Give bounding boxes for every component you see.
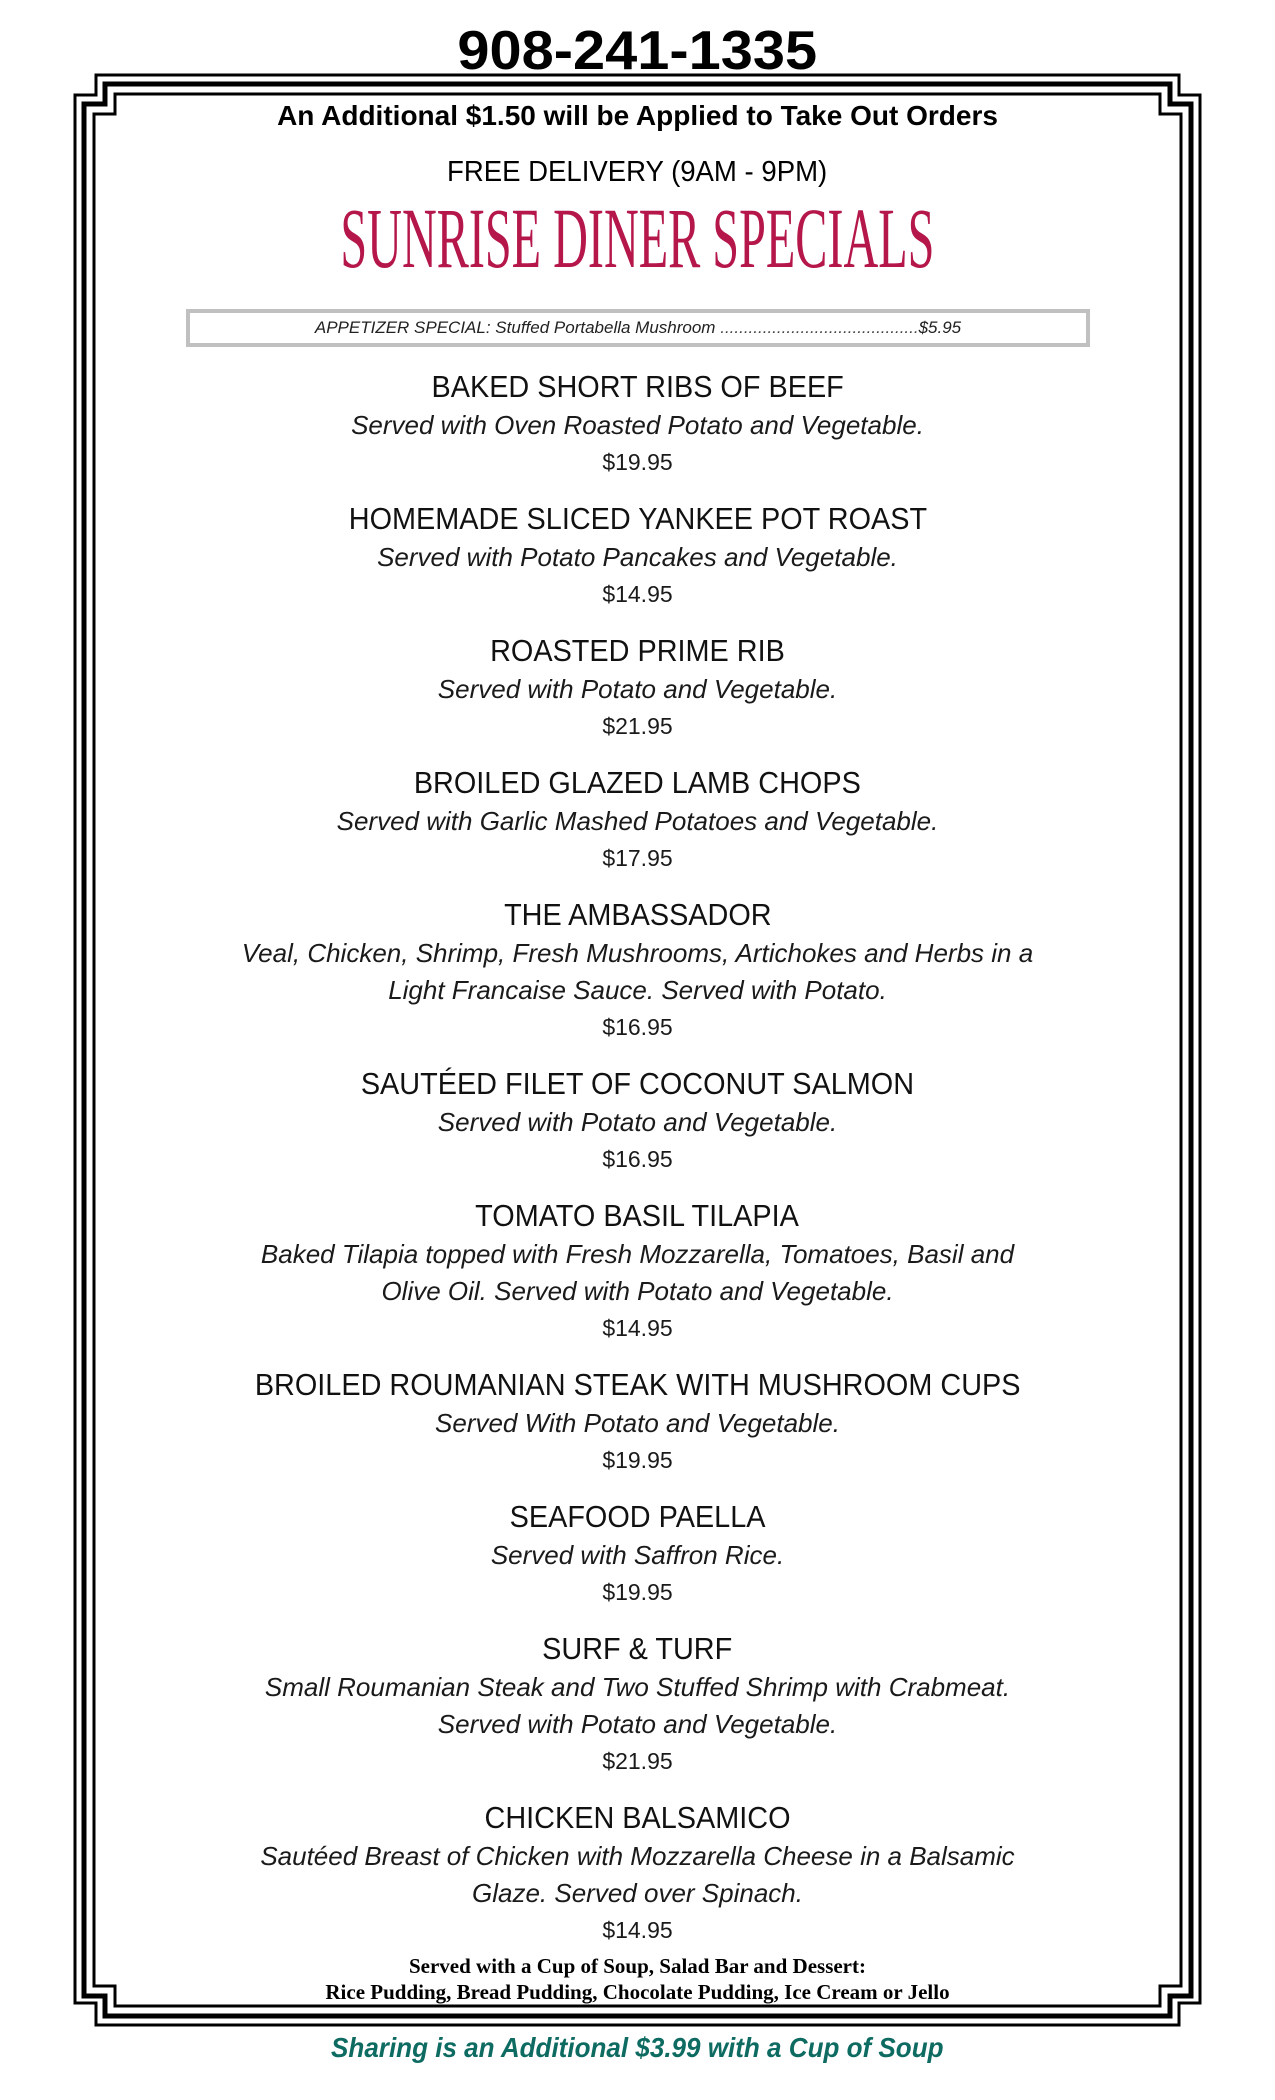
menu-item-description: Glaze. Served over Spinach. bbox=[472, 1878, 803, 1908]
menu-item bbox=[0, 367, 1275, 480]
menu-item bbox=[0, 1798, 1275, 1948]
appetizer-price: $5.95 bbox=[918, 318, 962, 337]
menu-item-name-text: BROILED GLAZED LAMB CHOPS bbox=[414, 765, 861, 800]
menu-item-price: $14.95 bbox=[602, 1917, 673, 1943]
menu-item-name bbox=[0, 895, 1275, 935]
menu-item-description: Small Roumanian Steak and Two Stuffed Shrimp with Crabmeat. bbox=[264, 1672, 1011, 1702]
menu-item-description: Served with Saffron Rice. bbox=[490, 1540, 785, 1570]
menu-item-description: Olive Oil. Served with Potato and Vegetable. bbox=[381, 1276, 894, 1306]
menu-item-name bbox=[0, 367, 1275, 407]
menu-item bbox=[0, 1365, 1275, 1478]
menu-item-price: $19.95 bbox=[602, 449, 673, 475]
phone-number bbox=[0, 20, 1275, 80]
menu-item bbox=[0, 499, 1275, 612]
menu-item-name bbox=[0, 763, 1275, 803]
menu-item-name-text: BAKED SHORT RIBS OF BEEF bbox=[431, 369, 844, 404]
menu-item-description: Light Francaise Sauce. Served with Potato. bbox=[388, 975, 887, 1005]
menu-item-price: $16.95 bbox=[602, 1014, 673, 1040]
delivery-notice bbox=[0, 154, 1275, 190]
menu-item-name-text: ROASTED PRIME RIB bbox=[490, 633, 785, 668]
phone-number-text: 908-241-1335 bbox=[457, 19, 818, 81]
takeout-notice-text: An Additional $1.50 will be Applied to Take Out Orders bbox=[277, 100, 998, 131]
menu-item-name-text: SAUTÉED FILET OF COCONUT SALMON bbox=[360, 1066, 915, 1101]
menu-item-name bbox=[0, 1196, 1275, 1236]
menu-item-description: Served with Garlic Mashed Potatoes and Vegetable. bbox=[336, 806, 939, 836]
menu-item bbox=[0, 1497, 1275, 1610]
menu-item bbox=[0, 1064, 1275, 1177]
menu-item-description: Served with Potato and Vegetable. bbox=[437, 1709, 838, 1739]
menu-item-name bbox=[0, 1497, 1275, 1537]
menu-item-description: Sautéed Breast of Chicken with Mozzarella Cheese in a Balsamic bbox=[260, 1841, 1015, 1871]
includes-line bbox=[0, 1953, 1275, 1979]
menu-item-description: Served With Potato and Vegetable. bbox=[435, 1408, 840, 1438]
appetizer-special bbox=[190, 313, 1086, 343]
menu-item-price: $17.95 bbox=[602, 845, 673, 871]
menu-item-name bbox=[0, 1365, 1275, 1405]
dessert-options-text: Rice Pudding, Bread Pudding, Chocolate Pudding, Ice Cream or Jello bbox=[325, 1980, 950, 2004]
sharing-notice bbox=[0, 2030, 1275, 2066]
menu-item-name-text: CHICKEN BALSAMICO bbox=[484, 1800, 791, 1835]
page-title-text: SUNRISE DINER SPECIALS bbox=[340, 190, 935, 286]
appetizer-leader-dots: .......................................... bbox=[720, 318, 919, 337]
menu-item-price: $14.95 bbox=[602, 581, 673, 607]
delivery-notice-text: FREE DELIVERY (9AM - 9PM) bbox=[447, 156, 828, 188]
menu-item-name bbox=[0, 1629, 1275, 1669]
menu-item-price: $21.95 bbox=[602, 1748, 673, 1774]
menu-item-price: $14.95 bbox=[602, 1315, 673, 1341]
menu-item-name-text: SEAFOOD PAELLA bbox=[509, 1499, 766, 1534]
menu-item-name bbox=[0, 499, 1275, 539]
menu-item-name-text: HOMEMADE SLICED YANKEE POT ROAST bbox=[348, 501, 927, 536]
menu-item-price: $19.95 bbox=[602, 1447, 673, 1473]
menu-item-name-text: TOMATO BASIL TILAPIA bbox=[475, 1198, 800, 1233]
menu-item-name-text: SURF & TURF bbox=[542, 1631, 733, 1666]
sharing-notice-text: Sharing is an Additional $3.99 with a Cup of Soup bbox=[331, 2032, 944, 2063]
menu-item-description: Served with Potato and Vegetable. bbox=[437, 674, 838, 704]
menu-item-name bbox=[0, 1064, 1275, 1104]
page-title bbox=[0, 190, 1275, 286]
menu-item-price: $21.95 bbox=[602, 713, 673, 739]
menu-item-name-text: BROILED ROUMANIAN STEAK WITH MUSHROOM CUPS bbox=[254, 1367, 1021, 1402]
menu-item-description: Served with Potato Pancakes and Vegetable. bbox=[377, 542, 898, 572]
menu-item-description: Served with Oven Roasted Potato and Vegetable. bbox=[351, 410, 924, 440]
menu-item bbox=[0, 1629, 1275, 1779]
menu-item-description: Served with Potato and Vegetable. bbox=[437, 1107, 838, 1137]
menu-item-name-text: THE AMBASSADOR bbox=[503, 897, 772, 932]
menu-item bbox=[0, 1196, 1275, 1346]
menu-item bbox=[0, 895, 1275, 1045]
menu-item-description: Baked Tilapia topped with Fresh Mozzarella, Tomatoes, Basil and bbox=[260, 1239, 1015, 1269]
menu-item-description: Veal, Chicken, Shrimp, Fresh Mushrooms, Artichokes and Herbs in a bbox=[241, 938, 1034, 968]
appetizer-special-box bbox=[186, 309, 1090, 347]
menu-item bbox=[0, 763, 1275, 876]
dessert-options bbox=[0, 1979, 1275, 2006]
menu-item-price: $19.95 bbox=[602, 1579, 673, 1605]
specials-list bbox=[0, 367, 1275, 1967]
menu-item-name bbox=[0, 631, 1275, 671]
takeout-notice bbox=[0, 98, 1275, 134]
menu-item-price: $16.95 bbox=[602, 1146, 673, 1172]
menu-item bbox=[0, 631, 1275, 744]
menu-item-name bbox=[0, 1798, 1275, 1838]
includes-line-text: Served with a Cup of Soup, Salad Bar and Dessert: bbox=[408, 1954, 866, 1978]
appetizer-label: APPETIZER SPECIAL: Stuffed Portabella Mushroom bbox=[314, 318, 716, 337]
